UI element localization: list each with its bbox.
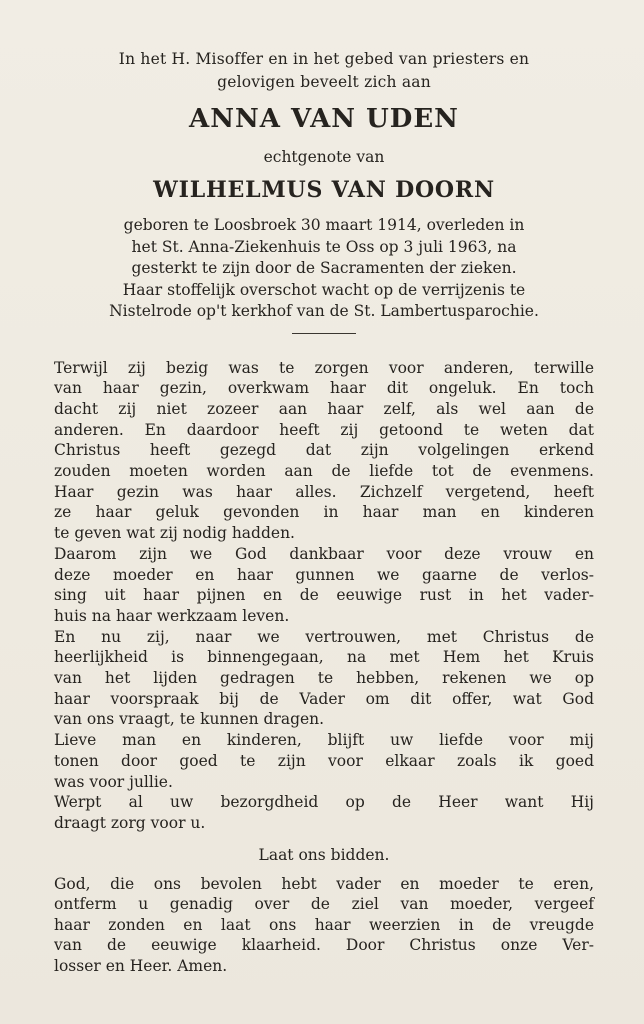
bio-line: Nistelrode op't kerkhof van de St. Lambertusparochie. (109, 302, 539, 320)
biography (54, 215, 594, 323)
prayer-line: ontferm u genadig over de ziel van moeder, vergeef (54, 895, 594, 914)
bio-line: Haar stoffelijk overschot wacht op de verrijzenis te (122, 280, 526, 299)
bio-line: het St. Anna-Ziekenhuis te Oss op 3 juli 1963, na (131, 237, 517, 256)
text-line: Lieve man en kinderen, blijft uw liefde voor mij (54, 731, 594, 750)
text-line: En nu zij, naar we vertrouwen, met Christus de (54, 627, 594, 646)
divider-rule (292, 333, 356, 334)
text-line: heerlijkheid is binnengegaan, na met Hem het Kruis (54, 648, 594, 667)
text-line: van ons vraagt, te kunnen dragen. (54, 710, 325, 729)
text-line: deze moeder en haar gunnen we gaarne de verlos- (54, 565, 594, 584)
text-line: van het lijden gedragen te hebben, rekenen we op (54, 669, 594, 688)
intro-line: gelovigen beveelt zich aan (217, 73, 431, 91)
text-line: van haar gezin, overkwam haar dit ongeluk. En toch (54, 379, 594, 398)
card-content (54, 48, 594, 976)
text-line: Werpt al uw bezorgdheid op de Heer want Hij (54, 793, 594, 812)
text-line: draagt zorg voor u. (54, 813, 206, 832)
text-line: haar voorspraak bij de Vader om dit offer, wat God (54, 689, 594, 708)
prayer-line: van de eeuwige klaarheid. Door Christus onze Ver- (54, 936, 594, 955)
text-line: Daarom zijn we God dankbaar voor deze vrouw en (54, 544, 594, 563)
text-line: zouden moeten worden aan de liefde tot de evenmens. (54, 462, 594, 481)
prayer-line: losser en Heer. Amen. (54, 956, 228, 975)
memorial-text (54, 358, 594, 834)
intro-text (54, 48, 594, 94)
text-line: Terwijl zij bezig was te zorgen voor anderen, terwille (54, 358, 594, 377)
text-line: te geven wat zij nodig hadden. (54, 524, 295, 543)
text-line: dacht zij niet zozeer aan haar zelf, als wel aan de (54, 399, 594, 418)
bio-line: geboren te Loosbroek 30 maart 1914, overleden in (123, 216, 525, 234)
text-line: ze haar geluk gevonden in haar man en kinderen (54, 503, 594, 522)
prayer-title: Laat ons bidden. (258, 845, 390, 864)
bio-line: gesterkt te zijn door de Sacramenten der zieken. (131, 259, 517, 277)
text-line: anderen. En daardoor heeft zij getoond te weten dat (54, 420, 594, 439)
spouse-name: WILHELMUS VAN DOORN (153, 177, 495, 203)
text-line: Haar gezin was haar alles. Zichzelf vergetend, heeft (54, 482, 594, 501)
text-line: tonen door goed te zijn voor elkaar zoals ik goed (54, 751, 594, 770)
prayer-line: haar zonden en laat ons haar weerzien in de vreugde (54, 915, 594, 934)
prayer-text (54, 874, 594, 977)
deceased-name: ANNA VAN UDEN (189, 104, 459, 134)
spouse-label: echtgenote van (263, 148, 385, 166)
intro-line: In het H. Misoffer en in het gebed van priesters en (118, 50, 530, 68)
text-line: huis na haar werkzaam leven. (54, 606, 290, 625)
text-line: Christus heeft gezegd dat zijn volgelingen erkend (54, 441, 594, 460)
text-line: sing uit haar pijnen en de eeuwige rust in het vader- (54, 586, 594, 605)
prayer-line: God, die ons bevolen hebt vader en moeder te eren, (54, 874, 594, 893)
text-line: was voor jullie. (54, 772, 173, 791)
